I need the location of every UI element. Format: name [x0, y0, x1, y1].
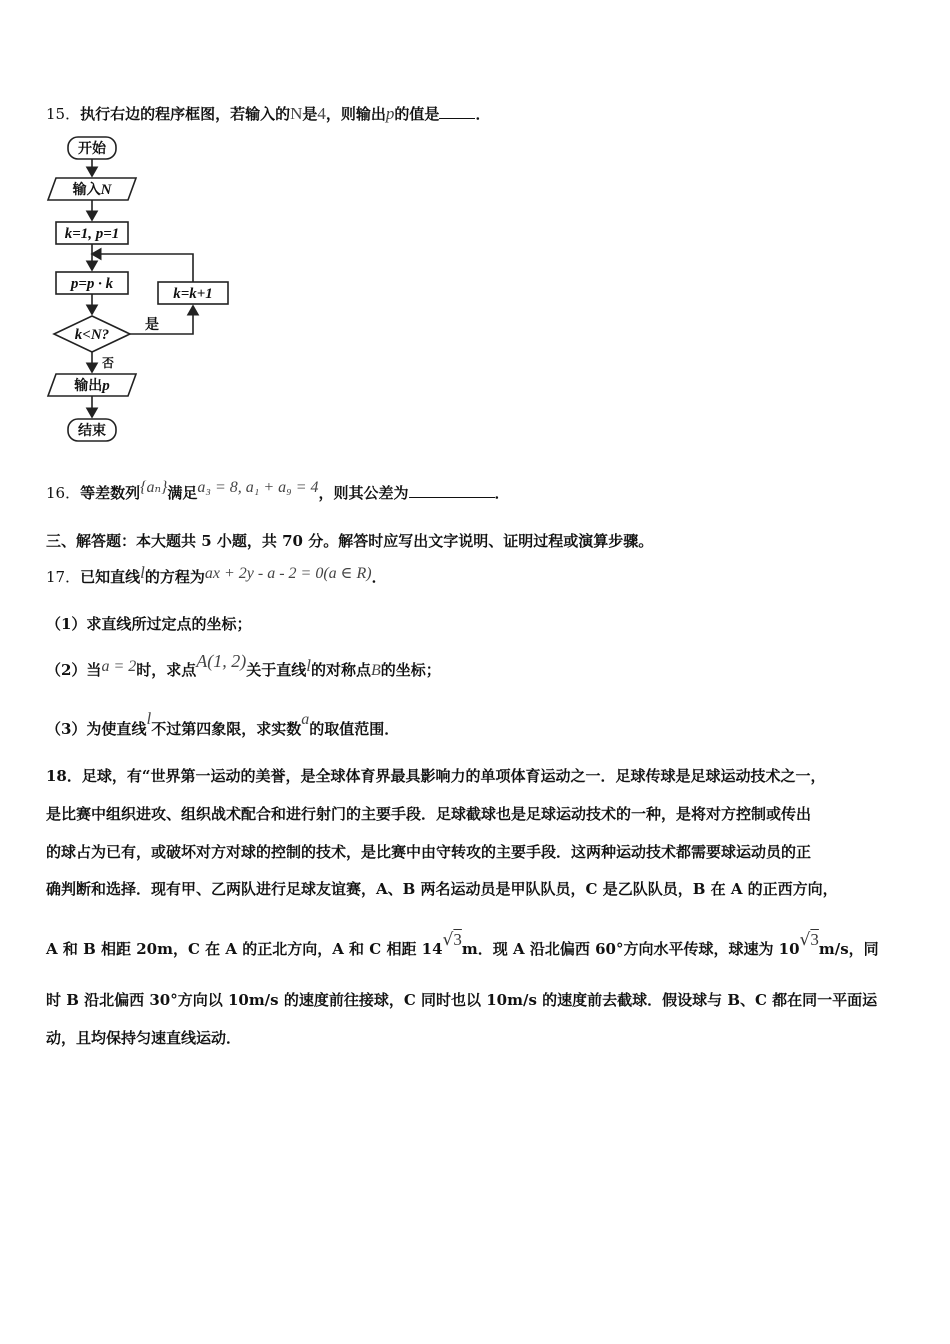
question-text: 的方程为 — [144, 568, 205, 586]
question-16: 16．等差数列{aₙ}满足a₃ = 8, a₁ + a₉ = 4，则其公差为 ． — [46, 479, 510, 502]
variable-p: p — [385, 104, 395, 123]
condition-a-equals-2: a = 2 — [101, 658, 137, 675]
end-label: 结束 — [78, 422, 106, 438]
sequence-expression: {aₙ} — [140, 479, 168, 496]
q18-line-6: 时 B 沿北偏西 30°方向以 10m/s 的速度前往接球，C 同时也以 10m/s 的速度前去截球．假设球与 B、C 都在同一平面运 — [46, 991, 878, 1009]
condition-expression: a₃ = 8, a₁ + a₉ = 4 — [197, 479, 319, 496]
question-number: 17． — [46, 568, 81, 586]
question-number: 15． — [46, 105, 81, 123]
init-label: k=1, p=1 — [64, 226, 120, 242]
question-17: 17．已知直线l的方程为ax + 2y - a - 2 = 0(a ∈ R)． — [46, 563, 387, 586]
q18-line-1: 18．足球，有“世界第一运动的美誉，是全球体育界最具影响力的单项体育运动之一．足球传球是足球运动技术之一， — [46, 767, 826, 785]
q18-line-5: A 和 B 相距 20m，C 在 A 的正北方向，A 和 C 相距 14√3m．现 A 沿北偏西 60°方向水平传球，球速为 10√3m/s，同 — [46, 930, 879, 958]
point-B: B — [371, 662, 381, 679]
q17-part-3: （3）为使直线l不过第四象限，求实数a的取值范围． — [46, 709, 400, 738]
condition-label: k<N? — [74, 327, 110, 343]
sqrt-sign: √ — [442, 930, 454, 950]
output-variable: p — [102, 378, 110, 394]
question-text: 等差数列 — [80, 484, 141, 502]
output-label: 输出 — [74, 377, 103, 393]
variable-l: l — [306, 656, 311, 675]
question-text: 的值是 — [394, 105, 440, 123]
q18-line-4: 确判断和选择．现有甲、乙两队进行足球友谊赛，A、B 两名运动员是甲队队员，C 是乙队队员，B 在 A 的正西方向， — [46, 880, 838, 898]
question-15: 15．执行右边的程序框图，若输入的N是4，则输出p的值是 ． — [46, 104, 491, 123]
svg-text:输出p — [73, 377, 110, 394]
increment-label: k=k+1 — [173, 286, 213, 302]
line-equation: ax + 2y - a - 2 = 0(a ∈ R) — [204, 565, 372, 582]
question-text: 是 — [302, 105, 318, 123]
point-A: A(1, 2) — [196, 651, 247, 671]
sqrt-radicand: 3 — [453, 930, 462, 949]
program-flowchart — [40, 134, 240, 446]
assign-label: p=p · k — [70, 276, 114, 292]
question-text: 已知直线 — [80, 568, 141, 586]
sqrt-radicand: 3 — [810, 930, 819, 949]
q18-line-3: 的球占为已有，或破坏对方对球的控制的技术，是比赛中由守转攻的主要手段．这两种运动技术都需要球运动员的正 — [46, 843, 812, 861]
variable-N: N — [290, 104, 303, 123]
start-label: 开始 — [78, 140, 106, 156]
no-label: 否 — [102, 356, 115, 370]
question-text: 执行右边的程序框图，若输入的 — [80, 105, 291, 123]
q18-line-7: 动，且均保持匀速直线运动． — [46, 1029, 242, 1047]
input-label: 输入 — [72, 181, 101, 197]
section-heading: 三、解答题：本大题共 5 小题，共 70 分。解答时应写出文字说明、证明过程或演算步骤。 — [46, 532, 654, 550]
variable-l: l — [140, 563, 145, 582]
question-text: 满足 — [167, 484, 198, 502]
input-variable: N — [100, 182, 112, 198]
variable-l: l — [146, 709, 152, 728]
q17-part-1: （1）求直线所过定点的坐标； — [46, 615, 252, 633]
question-text: ，则其公差为 — [318, 484, 409, 502]
answer-blank — [439, 117, 475, 119]
yes-label: 是 — [145, 316, 159, 332]
sqrt-sign: √ — [799, 930, 811, 950]
answer-blank — [409, 496, 495, 498]
q17-part-2: （2）当a = 2时，求点A(1, 2)关于直线l的对称点B的坐标； — [46, 651, 441, 679]
question-number: 16． — [46, 484, 81, 502]
question-text: ，则输出 — [325, 105, 386, 123]
q18-line-2: 是比赛中组织进攻、组织战术配合和进行射门的主要手段．足球截球也是足球运动技术的一种，是将对方控制或传出 — [46, 805, 812, 823]
svg-text:输入N — [72, 181, 113, 198]
value-four: 4 — [317, 104, 326, 123]
variable-a: a — [301, 711, 310, 728]
